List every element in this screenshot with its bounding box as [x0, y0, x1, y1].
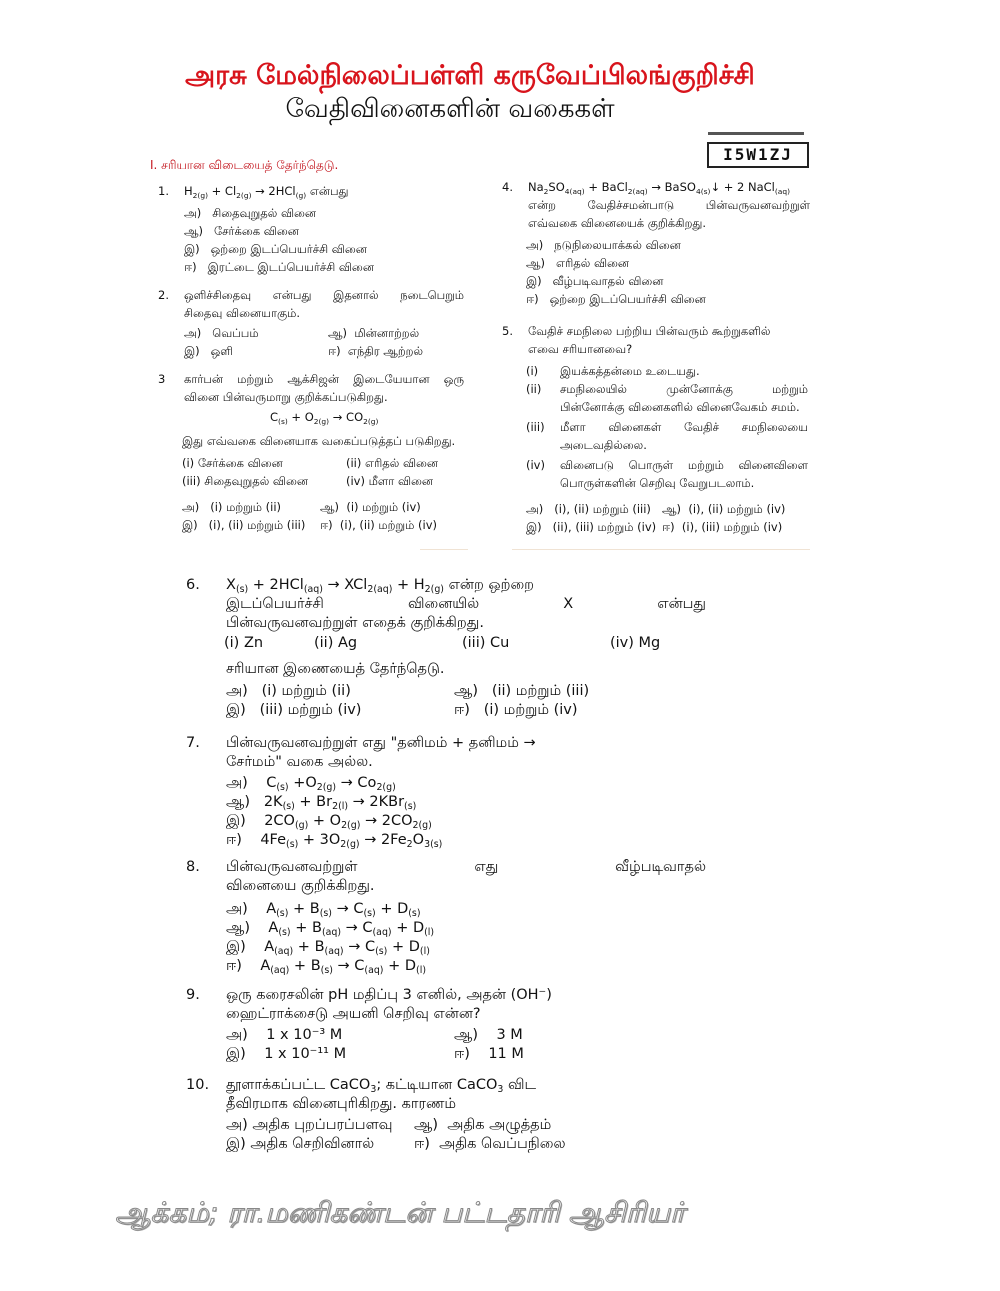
- question-text: தூளாக்கப்பட்ட CaCO$_3$; கட்டியான CaCO$_3$ விட: [226, 1077, 537, 1095]
- statement-text: இயக்கத்தன்மை உடையது.: [560, 364, 700, 378]
- question-text: ஒளிச்சிதைவு என்பது இதனால் நடைபெறும்: [184, 288, 464, 302]
- question-text: ஒரு கரைசலின் pH மதிப்பு 3 எனில், அதன் (OH⁻): [226, 987, 552, 1003]
- statement-label: (ii): [526, 382, 542, 396]
- statement-text: பின்னோக்கு வினைகளில் வினைவேகம் சமம்.: [560, 400, 800, 414]
- option-b[interactable]: ஆ) எரிதல் வினை: [526, 256, 630, 270]
- option-d[interactable]: ஈ) இரட்டை இடப்பெயர்ச்சி வினை: [184, 260, 374, 274]
- option-a[interactable]: அ) $A_{(s)} + B_{(s)} \to C_{(s)} + D_{(s)}$: [226, 901, 421, 919]
- option-d[interactable]: ஈ) $4Fe_{(s)} + 3O_{2(g)} \to 2Fe_2O_{3(s)}$: [226, 832, 443, 850]
- question-number: 2.: [158, 288, 169, 302]
- statement-label: (iii): [526, 420, 545, 434]
- question-text: பின்வருவனவற்றுள் எதைக் குறிக்கிறது.: [226, 615, 484, 631]
- question-text: வேதிச் சமநிலை பற்றிய பின்வரும் கூற்றுகளில்: [528, 324, 771, 338]
- question-text: இது எவ்வகை வினையாக வகைப்படுத்தப் படுகிறது.: [182, 434, 456, 448]
- option-a[interactable]: அ) வெப்பம்: [184, 326, 259, 340]
- question-text: தீவிரமாக வினைபுரிகிறது. காரணம்: [226, 1096, 457, 1112]
- question-text: பின்வருவனவற்றுள் எது வீழ்படிவாதல்: [226, 859, 706, 875]
- divider: [512, 549, 810, 550]
- option-a[interactable]: அ) சிதைவுறுதல் வினை: [184, 206, 317, 220]
- option-a[interactable]: அ) அதிக புறப்பரப்பளவு: [226, 1117, 393, 1133]
- question-text: சேர்மம்" வகை அல்ல.: [226, 754, 373, 770]
- equation: $C_{(s)} + O_{2(g)} \to CO_{2(g)}$: [270, 410, 379, 426]
- option-b[interactable]: ஆ) (i), (ii) மற்றும் (iv): [662, 502, 786, 516]
- statement-text: மீளா வினைகள் வேதிச் சமநிலையை: [560, 420, 808, 434]
- option-a[interactable]: அ) (i), (ii) மற்றும் (iii): [526, 502, 651, 516]
- question-number: 1.: [158, 184, 169, 198]
- option-d[interactable]: ஈ) எந்திர ஆற்றல்: [328, 344, 424, 358]
- option-c[interactable]: இ) 1 x 10⁻¹¹ M: [226, 1046, 347, 1062]
- option-a[interactable]: அ) $C_{(s)} +O_{2(g)} \to Co_{2(g)}$: [226, 775, 396, 793]
- question-text: என்ற வேதிச்சமன்பாடு பின்வருவனவற்றுள்: [528, 198, 810, 212]
- option-d[interactable]: ஈ) (i), (iii) மற்றும் (iv): [662, 520, 783, 534]
- worksheet-title: வேதிவினைகளின் வகைகள்: [285, 94, 615, 124]
- option-b[interactable]: ஆ) 3 M: [454, 1027, 523, 1043]
- option-a[interactable]: அ) நடுநிலையாக்கல் வினை: [526, 238, 681, 252]
- statement-text: சமநிலையில் முன்னோக்கு மற்றும்: [560, 382, 808, 396]
- option-c[interactable]: இ) (iii) மற்றும் (iv): [226, 702, 362, 718]
- question-text: இடப்பெயர்ச்சி வினையில் X என்பது: [226, 596, 706, 612]
- question-text: சிதைவு வினையாகும்.: [184, 306, 301, 320]
- option-c[interactable]: இ) அதிக செறிவினால்: [226, 1136, 375, 1152]
- option-b[interactable]: ஆ) (i) மற்றும் (iv): [320, 500, 421, 514]
- question-text: எவை சரியானவை?: [528, 342, 633, 356]
- question-equation: $Na_2SO_{4(aq)}$ + BaCl$_{2(aq)}$ → BaSO$_{4(s)}$↓ + 2 NaCl$_{(aq)}$: [528, 180, 791, 196]
- option-c[interactable]: இ) வீழ்படிவாதல் வினை: [526, 274, 664, 288]
- question-equation: $X_{(s)} + 2HCl_{(aq)} \to XCl_{2(aq)} + H_{2(g)}$ என்ற ஒற்றை: [226, 577, 535, 595]
- option-b[interactable]: ஆ) $2K_{(s)} + Br_{2(l)} \to 2KBr_{(s)}$: [226, 794, 417, 812]
- question-number: 10.: [186, 1077, 210, 1093]
- option-d[interactable]: ஈ) (i), (ii) மற்றும் (iv): [320, 518, 437, 532]
- option-c[interactable]: இ) ஒற்றை இடப்பெயர்ச்சி வினை: [184, 242, 367, 256]
- option-c[interactable]: இ) $2CO_{(g)} + O_{2(g)} \to 2CO_{2(g)}$: [226, 813, 432, 831]
- statement-label: (i): [526, 364, 539, 378]
- instruction: சரியான இணையைத் தேர்ந்தெடு.: [226, 661, 445, 677]
- question-text: என்பது: [309, 184, 349, 198]
- option-a[interactable]: அ) (i) மற்றும் (ii): [182, 500, 282, 514]
- option-c[interactable]: இ) ஒளி: [184, 344, 234, 358]
- section-heading: I. சரியான விடையைத் தேர்ந்தெடு.: [150, 158, 339, 172]
- option-b[interactable]: ஆ) அதிக அழுத்தம்: [414, 1117, 552, 1133]
- item-ii: (ii) எரிதல் வினை: [346, 456, 439, 470]
- question-equation: $H_{2(g)} + Cl_{2(g)} \to 2HCl_{(g)}$ என்பது: [184, 184, 349, 200]
- worksheet-code: I5W1ZJ: [707, 142, 809, 168]
- question-number: 7.: [186, 735, 200, 751]
- question-number: 8.: [186, 859, 200, 875]
- statement-text: வினைபடு பொருள் மற்றும் வினைவிளை: [560, 458, 808, 472]
- option-c[interactable]: இ) (ii), (iii) மற்றும் (iv): [526, 520, 657, 534]
- question-text: பின்வருவனவற்றுள் எது "தனிமம் + தனிமம் →: [226, 735, 536, 751]
- item-iii: (iii) Cu: [462, 635, 510, 651]
- question-number: 6.: [186, 577, 200, 593]
- option-d[interactable]: ஈ) (i) மற்றும் (iv): [454, 702, 578, 718]
- divider: [420, 549, 468, 550]
- option-c[interactable]: இ) $A_{(aq)} + B_{(aq)} \to C_{(s)} + D_{(l)}$: [226, 939, 430, 957]
- option-b[interactable]: ஆ) மின்னாற்றல்: [328, 326, 420, 340]
- option-a[interactable]: அ) (i) மற்றும் (ii): [226, 683, 351, 699]
- statement-label: (iv): [526, 458, 545, 472]
- option-d[interactable]: ஈ) அதிக வெப்பநிலை: [414, 1136, 566, 1152]
- option-a[interactable]: அ) 1 x 10⁻³ M: [226, 1027, 343, 1043]
- item-iv: (iv) மீளா வினை: [346, 474, 434, 488]
- option-d[interactable]: ஈ) $A_{(aq)} + B_{(s)} \to C_{(aq)} + D_{(l)}$: [226, 958, 426, 976]
- school-title: அரசு மேல்நிலைப்பள்ளி கருவேப்பிலங்குறிச்சி: [185, 60, 755, 91]
- question-number: 4.: [502, 180, 513, 194]
- option-d[interactable]: ஈ) 11 M: [454, 1046, 524, 1062]
- option-c[interactable]: இ) (i), (ii) மற்றும் (iii): [182, 518, 306, 532]
- author-credit: ஆக்கம்; ரா.மணிகண்டன் பட்டதாரி ஆசிரியர்: [115, 1196, 685, 1229]
- question-number: 3: [158, 372, 166, 386]
- question-number: 5.: [502, 324, 513, 338]
- question-text: எவ்வகை வினையைக் குறிக்கிறது.: [528, 216, 707, 230]
- statement-text: பொருள்களின் செறிவு வேறுபடலாம்.: [560, 476, 755, 490]
- statement-text: அடைவதில்லை.: [560, 438, 647, 452]
- item-iii: (iii) சிதைவுறுதல் வினை: [182, 474, 309, 488]
- option-b[interactable]: ஆ) $A_{(s)} + B_{(aq)} \to C_{(aq)} + D_{(l)}$: [226, 920, 435, 938]
- item-i: (i) சேர்க்கை வினை: [182, 456, 283, 470]
- option-d[interactable]: ஈ) ஒற்றை இடப்பெயர்ச்சி வினை: [526, 292, 706, 306]
- item-i: (i) Zn: [224, 635, 264, 651]
- question-text: வினையை குறிக்கிறது.: [226, 878, 375, 894]
- question-number: 9.: [186, 987, 200, 1003]
- option-b[interactable]: ஆ) (ii) மற்றும் (iii): [454, 683, 590, 699]
- item-iv: (iv) Mg: [610, 635, 661, 651]
- question-text: வினை பின்வருமாறு குறிக்கப்படுகிறது.: [184, 390, 388, 404]
- item-ii: (ii) Ag: [314, 635, 358, 651]
- question-text: கார்பன் மற்றும் ஆக்சிஜன் இடையேயான ஒரு: [184, 372, 464, 386]
- question-text: ஹைட்ராக்சைடு அயனி செறிவு என்ன?: [226, 1006, 481, 1022]
- option-b[interactable]: ஆ) சேர்க்கை வினை: [184, 224, 299, 238]
